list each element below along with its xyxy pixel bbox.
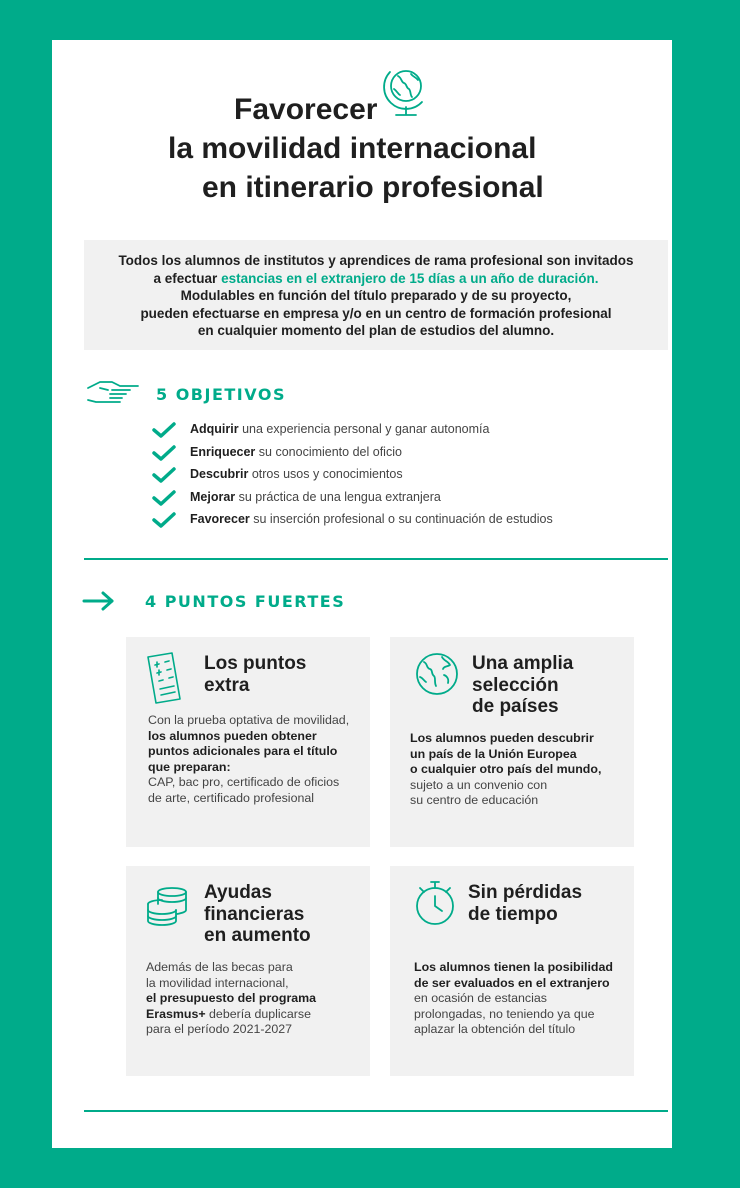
card-text: Con la prueba optativa de movilidad,	[148, 713, 350, 727]
card-text: Además de las becas para	[146, 960, 293, 974]
objetivo-verb: Descubrir	[190, 467, 249, 482]
check-icon	[152, 490, 176, 506]
objetivo-verb: Adquirir	[190, 422, 239, 436]
card-text-bold: que preparan:	[148, 759, 231, 774]
card-title-line: selección	[472, 674, 559, 696]
card-title-line: de tiempo	[468, 903, 558, 925]
intro-line-4: pueden efectuarse en empresa y/o en un centro de formación profesional	[140, 305, 612, 321]
card-text: para el período 2021-2027	[146, 1022, 293, 1037]
objetivos-heading: 5 OBJETIVOS	[156, 385, 286, 404]
card-title-line: de países	[472, 696, 559, 717]
intro-panel	[84, 240, 668, 350]
card-text: su centro de educación	[410, 793, 539, 808]
intro-line-5: en cualquier momento del plan de estudios del alumno.	[197, 323, 555, 338]
pointing-hand-icon	[86, 378, 142, 408]
puntos-heading: 4 PUNTOS FUERTES	[145, 592, 346, 611]
check-icon	[152, 467, 176, 483]
card-text-bold: un país de la Unión Europea	[410, 746, 577, 761]
calculator-sheet-icon	[144, 651, 184, 707]
card-sin-perdidas	[390, 866, 634, 1076]
card-title-line: financieras	[204, 903, 305, 925]
divider	[84, 558, 668, 560]
stopwatch-icon	[412, 878, 458, 928]
card-title-line: Ayudas	[204, 882, 272, 903]
card-body	[410, 731, 601, 809]
card-title-line: extra	[204, 674, 250, 696]
objetivo-verb: Mejorar	[190, 489, 236, 504]
card-text: de arte, certificado profesional	[148, 790, 314, 805]
card-text: en ocasión de estancias	[414, 991, 547, 1006]
card-text: CAP, bac pro, certificado de oficios	[148, 775, 340, 790]
arrow-right-icon	[82, 590, 116, 612]
world-globe-icon	[414, 651, 460, 697]
coins-icon	[144, 886, 192, 926]
objetivo-text: su práctica de una lengua extranjera	[235, 489, 441, 504]
card-title-line: Los puntos	[204, 653, 307, 674]
card-seleccion-paises	[390, 637, 634, 847]
card-title	[204, 882, 311, 947]
card-text: la movilidad internacional,	[146, 975, 289, 990]
card-body	[148, 713, 349, 807]
card-title-line: Una amplia	[472, 653, 574, 674]
card-text-bold: o cualquier otro país del mundo,	[410, 762, 602, 777]
objetivo-text: su inserción profesional o su continuación de estudios	[249, 512, 553, 527]
intro-line-2	[84, 270, 668, 288]
card-text: debería duplicarse	[205, 1006, 311, 1021]
infographic-page	[52, 40, 672, 1148]
check-icon	[152, 445, 176, 461]
card-ayudas-financieras	[126, 866, 370, 1076]
objetivo-text: una experiencia personal y ganar autonomía	[238, 422, 490, 436]
card-text-bold: puntos adicionales para el título	[148, 744, 338, 759]
card-text-bold: los alumnos pueden obtener	[148, 728, 317, 743]
card-text-bold: el presupuesto del programa	[146, 991, 317, 1006]
card-text-bold: Los alumnos pueden descubrir	[410, 731, 594, 745]
card-body	[146, 960, 316, 1038]
card-text: sujeto a un convenio con	[410, 777, 548, 792]
globe-icon	[382, 64, 432, 122]
card-body	[414, 960, 613, 1038]
objetivo-text: otros usos y conocimientos	[248, 467, 403, 482]
card-title-line: Sin pérdidas	[468, 882, 583, 903]
card-title	[472, 653, 573, 718]
title-line-2: la movilidad internacional	[168, 132, 537, 165]
check-icon	[152, 512, 176, 528]
card-text-bold: de ser evaluados en el extranjero	[414, 975, 610, 990]
card-text: prolongadas, no teniendo ya que	[414, 1006, 595, 1021]
divider	[84, 1110, 668, 1112]
objetivo-text: su conocimiento del oficio	[255, 444, 402, 459]
title-line-3: en itinerario profesional	[202, 171, 544, 204]
intro-line-2-text: a efectuar	[153, 270, 222, 286]
objetivo-verb: Enriquecer	[190, 444, 256, 459]
card-title	[204, 653, 306, 696]
intro-line-3: Modulables en función del título preparado y de su proyecto,	[180, 288, 572, 303]
card-text: aplazar la obtención del título	[414, 1022, 576, 1037]
title-line-1: Favorecer	[234, 93, 378, 126]
card-title	[468, 882, 582, 925]
check-icon	[152, 422, 176, 438]
card-text-bold: Los alumnos tienen la posibilidad	[414, 960, 613, 974]
card-title-line: en aumento	[204, 925, 311, 946]
intro-highlight: estancias en el extranjero de 15 días a un año de duración.	[221, 270, 599, 286]
card-puntos-extra	[126, 637, 370, 847]
card-text-bold: Erasmus+	[146, 1006, 206, 1021]
intro-line-1: Todos los alumnos de institutos y aprendices de rama profesional son invitados	[118, 253, 634, 268]
objetivo-verb: Favorecer	[190, 512, 250, 527]
